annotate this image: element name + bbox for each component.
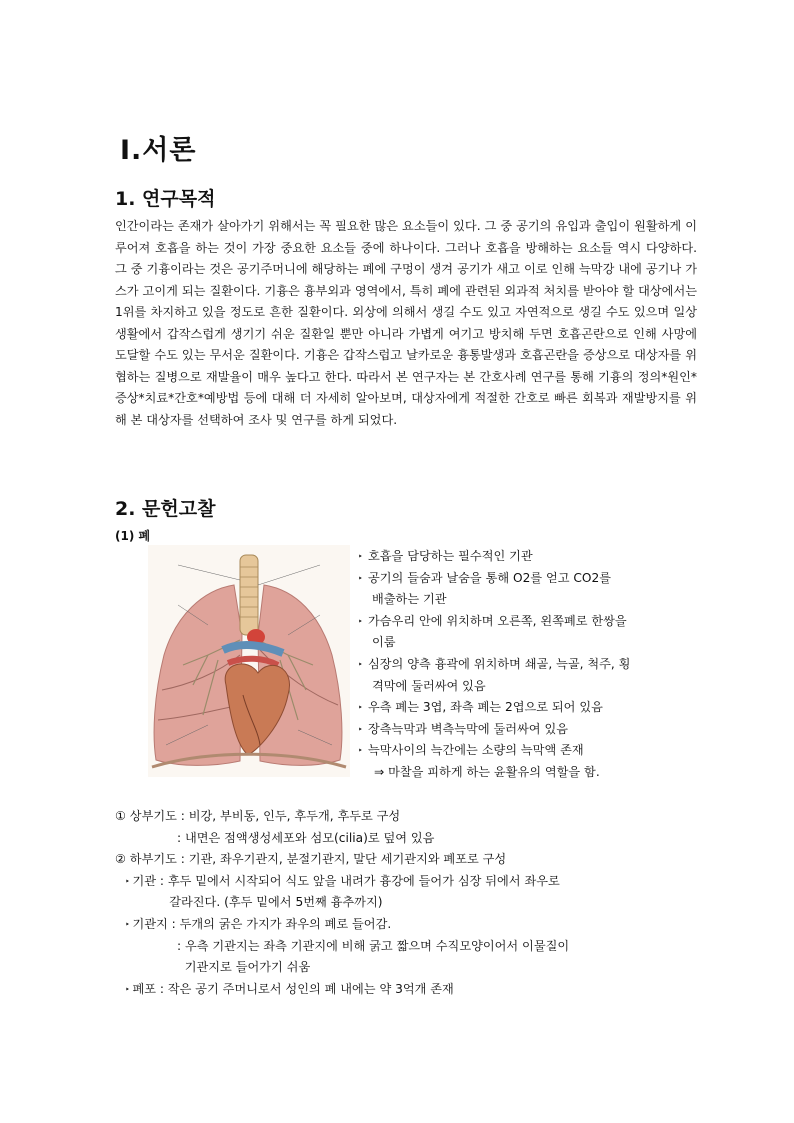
airway-line: ① 상부기도 : 비강, 부비동, 인두, 후두개, 후두로 구성 <box>115 809 401 823</box>
bullet-item: ‣ 심장의 양측 흉곽에 위치하며 쇄골, 늑골, 척주, 횡 <box>358 656 631 671</box>
bullet-item: ‣ 장측늑막과 벽측늑막에 둘러싸여 있음 <box>358 721 568 736</box>
bullet-item: ‣ 가슴우리 안에 위치하며 오른쪽, 왼쪽폐로 한쌍을 <box>358 613 627 628</box>
airway-line: 갈라진다. (후두 밑에서 5번째 흉추까지) <box>115 895 383 910</box>
bullet-continuation: 배출하는 기관 <box>372 592 447 607</box>
airway-line: ② 하부기도 : 기관, 좌우기관지, 분절기관지, 말단 세기관지와 폐포로 구성 <box>115 852 507 867</box>
airway-description <box>115 806 715 1000</box>
airway-line: 기관지로 들어가기 쉬움 <box>115 960 311 975</box>
airway-line: : 내면은 점액생성세포와 섬모(cilia)로 덮여 있음 <box>115 830 435 845</box>
lung-bullet-list <box>358 546 688 784</box>
bullet-item: ‣ 늑막사이의 늑간에는 소량의 늑막액 존재 <box>358 743 584 758</box>
airway-line: ‣ 폐포 : 작은 공기 주머니로서 성인의 폐 내에는 약 3억개 존재 <box>115 981 454 996</box>
chapter-title: Ⅰ.서론 <box>120 135 197 166</box>
bullet-item: ‣ 호흡을 담당하는 필수적인 기관 <box>358 549 533 563</box>
bullet-continuation: 격막에 둘러싸여 있음 <box>372 678 486 693</box>
purpose-paragraph: 인간이라는 존재가 살아가기 위해서는 꼭 필요한 많은 요소들이 있다. 그 중 공기의 유입과 출입이 원활하게 이루어져 호흡을 하는 것이 가장 중요한 요소들 중에 하나이다. 그러나 호흡을 방해하는 요소들 역시 다양하다. 그 중 기흉이라는 것은 공기주머니에 해당하는 폐에 구멍이 생겨 공기가 새고 이로 인해 늑막강 내에 공기나 가스가 고이게 되는 질환이다. 기흉은 흉부외과 영역에서, 특히 폐에 관련된 외과적 처치를 받아야 할 대상에서는 1위를 차지하고 있을 정도로 흔한 질환이다. 외상에 의해서 생길 수도 있고 자연적으로 생길 수도 있으며 일상생활에서 갑작스럽게 생기기 쉬운 질환일 뿐만 아니라 가볍게 여기고 방치해 두면 호흡곤란으로 인해 사망에 도달할 수도 있는 무서운 질환이다. 기흉은 갑작스럽고 날카로운 흉통발생과 호흡곤란을 증상으로 대상자를 위협하는 질병으로 재발율이 매우 높다고 한다. 따라서 본 연구자는 본 간호사례 연구를 통해 기흉의 정의*원인*증상*치료*간호*예방법 등에 대해 더 자세히 알아보며, 대상자에게 적절한 간호로 빠른 회복과 재발방지를 위해 본 대상자를 선택하여 조사 및 연구를 하게 되었다. <box>115 219 697 427</box>
subsection-title-lung: (1) 폐 <box>115 529 151 543</box>
bullet-result-arrow: ⇒ 마찰을 피하게 하는 윤활유의 역할을 함. <box>374 764 600 779</box>
lung-anatomy-illustration <box>148 545 350 777</box>
bullet-item: ‣ 우측 폐는 3엽, 좌측 폐는 2엽으로 되어 있음 <box>358 700 603 715</box>
airway-line: : 우측 기관지는 좌측 기관지에 비해 굵고 짧으며 수직모양이어서 이물질이 <box>115 938 570 953</box>
airway-line: ‣ 기관 : 후두 밑에서 시작되어 식도 앞을 내려가 흉강에 들어가 심장 뒤에서 좌우로 <box>115 873 560 888</box>
bullet-item: ‣ 공기의 들숨과 날숨을 통해 O2를 얻고 CO2를 <box>358 570 612 585</box>
section-title-literature: 2. 문헌고찰 <box>115 498 216 520</box>
airway-line: ‣ 기관지 : 두개의 굵은 가지가 좌우의 폐로 들어감. <box>115 916 392 931</box>
section-title-purpose: 1. 연구목적 <box>115 188 216 210</box>
bullet-continuation: 이룸 <box>372 635 396 650</box>
